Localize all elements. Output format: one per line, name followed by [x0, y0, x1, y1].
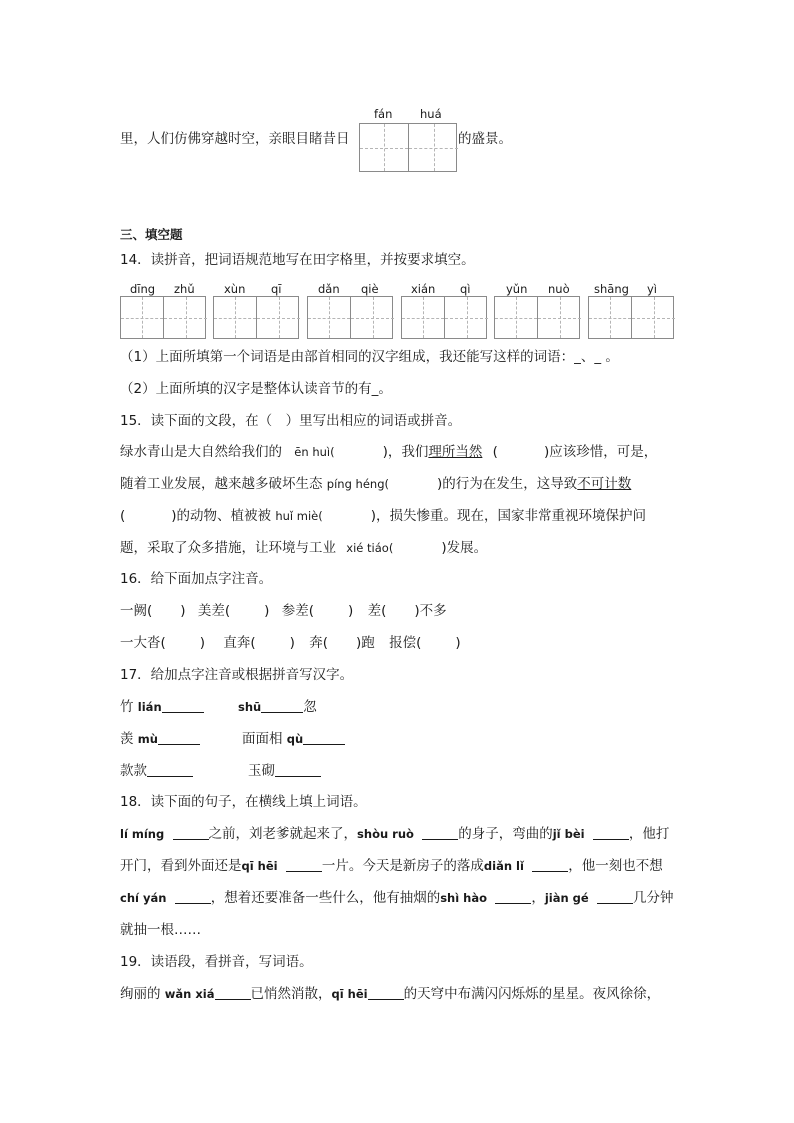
q16-item: ) [455, 635, 461, 651]
q14-pinyin-1b: zhǔ [174, 282, 195, 296]
q16-item: 直奔( [223, 635, 256, 651]
q14-tianzige-2[interactable] [213, 296, 299, 339]
q17-char: 竹 [120, 699, 138, 715]
q14-tianzige-6[interactable] [588, 296, 674, 339]
q18-line-4: 就抽一根…… [120, 922, 201, 938]
q17-answer-blank[interactable] [275, 762, 321, 777]
q18-answer-blank[interactable] [495, 889, 531, 904]
q18-line-1 [120, 825, 669, 843]
q17-pinyin: lián [137, 700, 162, 714]
q14-sub1: （1）上面所填第一个词语是由部首相同的汉字组成，我还能写这样的词语：_、_ 。 [120, 349, 619, 365]
q18-answer-blank[interactable] [422, 825, 458, 840]
q17-char: 忽 [303, 699, 317, 715]
q18-pinyin: shòu ruò [357, 827, 414, 841]
q14-pinyin-3a: dǎn [318, 282, 340, 296]
q16-item: ) [289, 635, 295, 651]
q17-char: 面面相 [242, 731, 287, 747]
q15-text: ( [120, 508, 126, 524]
q18-text: 的身子，弯曲的 [458, 826, 553, 842]
q16-item: ) [348, 603, 354, 619]
q15-text: )的行为在发生，这导致 [436, 476, 578, 492]
q14-sub2: （2）上面所填的汉字是整体认读音节的有_。 [120, 381, 392, 397]
q18-answer-blank[interactable] [173, 825, 209, 840]
q19-pinyin: wǎn xiá [164, 987, 215, 1001]
q17-item-3 [120, 730, 200, 748]
q17-char: 羡 [120, 731, 138, 747]
q14-pinyin-3b: qiè [361, 282, 379, 296]
q17-pinyin: qù [286, 732, 304, 746]
q16-stem: 16．给下面加点字注音。 [120, 571, 273, 587]
q18-line-3 [120, 889, 674, 907]
q15-line-4 [120, 539, 487, 557]
q16-item: 差( [367, 603, 387, 619]
q15-stem: 15．读下面的文段，在（ ）里写出相应的词语或拼音。 [120, 413, 462, 429]
q17-answer-blank[interactable] [162, 698, 204, 713]
q18-pinyin: jiàn gé [544, 891, 589, 905]
q17-char: 玉砌 [248, 763, 275, 779]
q15-line-2 [120, 475, 631, 493]
q14-pinyin-6b: yì [647, 282, 658, 296]
q16-item: 美差( [197, 603, 231, 619]
q16-item: 报偿( [389, 635, 422, 651]
q16-row-2 [120, 634, 461, 652]
q15-pinyin-enhui: ēn huì( [294, 445, 335, 459]
q18-text: ，他打 [628, 826, 670, 842]
q17-answer-blank[interactable] [158, 730, 200, 745]
section-title: 三、填空题 [120, 227, 183, 242]
q19-text: 绚丽的 [120, 986, 161, 1002]
q18-text: 开门，看到外面还是 [120, 858, 242, 874]
q16-item: 参差( [281, 603, 314, 619]
q15-line-1 [120, 443, 657, 461]
q17-answer-blank[interactable] [303, 730, 345, 745]
q18-pinyin: jǐ bèi [552, 827, 585, 841]
q14-pinyin-4b: qì [460, 282, 471, 296]
q14-tianzige-4[interactable] [401, 296, 487, 339]
q15-pinyin-pingheng: píng héng( [326, 477, 389, 491]
q13-tianzige[interactable] [359, 123, 457, 172]
q18-pinyin: lí míng [120, 827, 165, 841]
q19-stem: 19．读语段，看拼音，写词语。 [120, 954, 313, 970]
q17-item-4 [242, 730, 345, 748]
q18-answer-blank[interactable] [593, 825, 629, 840]
q15-text: )应该珍惜，可是， [543, 444, 658, 460]
q18-text: ，他一刻也不想 [568, 858, 663, 874]
q18-text: ，想着还要准备一些什么，他有抽烟的 [210, 890, 441, 906]
q14-pinyin-1a: dīng [130, 282, 156, 296]
q18-pinyin: chí yán [120, 891, 167, 905]
q14-pinyin-4a: xián [411, 282, 436, 296]
q15-line-3 [120, 507, 646, 525]
q14-pinyin-2b: qī [271, 282, 282, 296]
q14-tianzige-1[interactable] [120, 296, 206, 339]
q14-stem: 14．读拼音，把词语规范地写在田字格里，并按要求填空。 [120, 252, 475, 268]
q16-item: ) [180, 603, 186, 619]
q14-pinyin-2a: xùn [224, 282, 246, 296]
q18-text: 几分钟 [633, 890, 674, 906]
q18-answer-blank[interactable] [532, 857, 568, 872]
q18-answer-blank[interactable] [597, 889, 633, 904]
q18-pinyin: qī hēi [241, 859, 278, 873]
q16-row-1 [120, 602, 447, 620]
q13-pinyin-2: huá [420, 107, 442, 121]
q18-text: 之前，刘老爹就起来了， [208, 826, 358, 842]
q17-pinyin: mù [137, 732, 158, 746]
q14-tianzige-5[interactable] [494, 296, 580, 339]
q18-line-2 [120, 857, 663, 875]
q19-pinyin: qī hēi [331, 987, 368, 1001]
q17-stem: 17．给加点字注音或根据拼音写汉字。 [120, 667, 354, 683]
q15-text: )，损失惨重。现在，国家非常重视环境保护问 [370, 508, 647, 524]
q16-item: 一阙( [120, 603, 153, 619]
q19-answer-blank[interactable] [368, 985, 404, 1000]
q16-item: 一大沓( [120, 635, 166, 651]
q18-pinyin: diǎn lǐ [483, 859, 524, 873]
q15-text: ( [492, 444, 498, 460]
q15-pinyin-huimie: huǐ miè( [275, 509, 323, 523]
q15-text: 题，采取了众多措施，让环境与工业 [120, 540, 336, 556]
q16-item: )跑 [356, 635, 375, 651]
q17-item-1 [120, 698, 204, 716]
q14-pinyin-6a: shāng [594, 282, 629, 296]
q14-pinyin-5b: nuò [548, 282, 570, 296]
q18-text: 一片。今天是新房子的落成 [321, 858, 484, 874]
q18-answer-blank[interactable] [286, 857, 322, 872]
q18-stem: 18．读下面的句子，在横线上填上词语。 [120, 794, 367, 810]
q15-text: )发展。 [441, 540, 488, 556]
q19-text: 已悄然消散， [250, 986, 332, 1002]
q19-answer-blank[interactable] [215, 985, 251, 1000]
q18-text: ， [531, 890, 545, 906]
q16-item: )不多 [414, 603, 447, 619]
q16-item: ) [199, 635, 206, 651]
q17-pinyin: shū [238, 700, 262, 714]
q14-pinyin-5a: yǔn [506, 282, 528, 296]
q13-text-after: 的盛景。 [458, 131, 512, 147]
q19-text: 的天穹中布满闪闪烁烁的星星。夜风徐徐， [403, 986, 661, 1002]
q15-text: 随着工业发展，越来越多破坏生态 [120, 476, 323, 492]
q17-answer-blank[interactable] [261, 698, 303, 713]
q15-word-lisuodangran: 理所当然 [428, 444, 483, 460]
q15-pinyin-xietiao: xié tiáo( [346, 541, 394, 555]
q15-text: )的动物、植被被 [171, 508, 272, 524]
q18-answer-blank[interactable] [175, 889, 211, 904]
q15-word-bukejishu: 不可计数 [577, 476, 632, 492]
q15-text: )，我们 [382, 444, 429, 460]
q16-item: 奔( [309, 635, 328, 651]
q16-item: ) [264, 603, 270, 619]
q19-line-1 [120, 985, 660, 1003]
q14-tianzige-3[interactable] [307, 296, 393, 339]
q17-answer-blank[interactable] [147, 762, 193, 777]
q15-text: 绿水青山是大自然给我们的 [120, 444, 282, 460]
q13-pinyin-1: fán [374, 107, 393, 121]
q17-item-5 [120, 762, 193, 780]
q17-char: 款款 [120, 763, 147, 779]
q17-item-2 [238, 698, 317, 716]
q18-pinyin: shì hào [440, 891, 488, 905]
q17-item-6 [248, 762, 321, 780]
q13-text-before: 里，人们仿佛穿越时空，亲眼目睹昔日 [120, 131, 350, 147]
